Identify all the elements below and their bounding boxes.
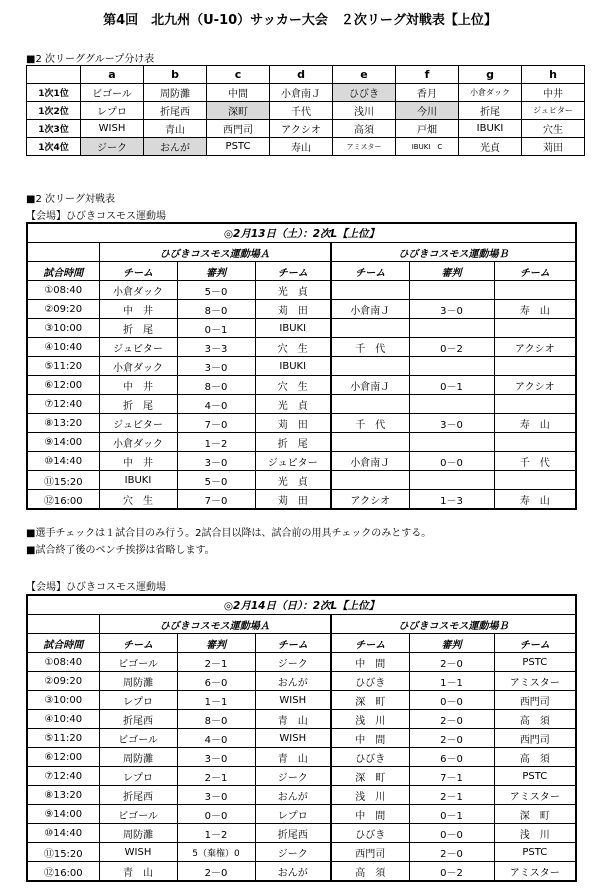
team-b2: 千 代 — [494, 452, 576, 471]
group-row — [27, 120, 585, 138]
field-b-header: ひびきコスモス運動場Ｂ — [331, 615, 576, 634]
group-cell: IBUKI — [459, 120, 522, 138]
group-header-cell: d — [270, 66, 333, 84]
result-b: 1－3 — [409, 490, 494, 510]
group-rank-label: 1次1位 — [27, 84, 81, 102]
team-b1 — [331, 319, 409, 338]
result-a: 6－0 — [177, 672, 255, 691]
result-a: 5－0 — [177, 471, 255, 490]
column-header-row — [27, 634, 576, 653]
team-b2 — [494, 433, 576, 452]
match-row — [27, 805, 576, 824]
team-b2: PSTC — [494, 653, 576, 672]
result-a: 3－0 — [177, 452, 255, 471]
result-a: 2－1 — [177, 767, 255, 786]
group-cell: 周防灘 — [144, 84, 207, 102]
team-b1: 小倉南Ｊ — [331, 300, 409, 319]
team-b1: 浅 川 — [331, 710, 409, 729]
team-b1: 千 代 — [331, 338, 409, 357]
match-row — [27, 452, 576, 471]
group-cell: 千代 — [270, 102, 333, 120]
result-b: 2－0 — [409, 653, 494, 672]
group-header-cell: e — [333, 66, 396, 84]
group-cell: 中井 — [522, 84, 585, 102]
group-cell: 穴生 — [522, 120, 585, 138]
group-cell: 折尾 — [459, 102, 522, 120]
match-row — [27, 300, 576, 319]
match-row — [27, 672, 576, 691]
team-b1: アクシオ — [331, 490, 409, 510]
team-b2 — [494, 471, 576, 490]
result-a: 8－0 — [177, 710, 255, 729]
match-row — [27, 824, 576, 843]
group-cell: PSTC — [207, 138, 270, 156]
result-b: 0－2 — [409, 862, 494, 882]
team-a1: レプロ — [99, 691, 177, 710]
match-time: ⑫16:00 — [27, 490, 99, 510]
team-a1: 小倉ダック — [99, 357, 177, 376]
team-a2: 青 山 — [255, 748, 331, 767]
group-cell: WISH — [81, 120, 144, 138]
team-a2: ジーク — [255, 767, 331, 786]
result-a: 4－0 — [177, 729, 255, 748]
group-cell: ビゴール — [81, 84, 144, 102]
empty-cell — [27, 615, 99, 634]
team-b2: 西門司 — [494, 691, 576, 710]
result-b: 2－0 — [409, 843, 494, 862]
match-time: ④10:40 — [27, 710, 99, 729]
team-a1: 周防灘 — [99, 824, 177, 843]
result-a: 5－0 — [177, 281, 255, 300]
team-a1: ビゴール — [99, 653, 177, 672]
result-a: 3－0 — [177, 786, 255, 805]
match-time: ⑨14:00 — [27, 805, 99, 824]
team-a2: WISH — [255, 691, 331, 710]
team-b2: 高 須 — [494, 748, 576, 767]
match-row — [27, 281, 576, 300]
result-b: 2－0 — [409, 710, 494, 729]
team-b1: 中 間 — [331, 653, 409, 672]
team-b1 — [331, 471, 409, 490]
group-table — [26, 65, 585, 156]
team-b2 — [494, 357, 576, 376]
team-b1: 高 須 — [331, 862, 409, 882]
team-a2: 苅 田 — [255, 490, 331, 510]
group-cell: IBUKI C — [396, 138, 459, 156]
result-b: 2－0 — [409, 729, 494, 748]
team-a1: ジュピター — [99, 338, 177, 357]
result-a: 5（棄権）0 — [177, 843, 255, 862]
team-a1: 小倉ダック — [99, 281, 177, 300]
team-a1: ビゴール — [99, 729, 177, 748]
team-a1: 折 尾 — [99, 319, 177, 338]
group-cell: 小倉南Ｊ — [270, 84, 333, 102]
referee-header: 審判 — [409, 262, 494, 281]
group-cell: 小倉ダック — [459, 84, 522, 102]
team-header: チーム — [331, 634, 409, 653]
time-header: 試合時間 — [27, 634, 99, 653]
schedule-title-row — [27, 595, 576, 615]
referee-header: 審判 — [177, 634, 255, 653]
team-b2 — [494, 395, 576, 414]
time-header: 試合時間 — [27, 262, 99, 281]
group-header-cell: g — [459, 66, 522, 84]
page-title: 第4回 北九州（U-10）サッカー大会 ２次リーグ対戦表【上位】 — [103, 13, 497, 28]
result-b: 0－1 — [409, 376, 494, 395]
group-row — [27, 102, 585, 120]
group-cell: 今川 — [396, 102, 459, 120]
result-b — [409, 281, 494, 300]
field-b-header: ひびきコスモス運動場Ｂ — [331, 243, 576, 262]
result-a: 0－1 — [177, 319, 255, 338]
team-a2: 光 貞 — [255, 281, 331, 300]
team-a2: おんが — [255, 786, 331, 805]
result-a: 3－0 — [177, 748, 255, 767]
team-header: チーム — [255, 634, 331, 653]
match-time: ⑥12:00 — [27, 748, 99, 767]
team-a2: 光 貞 — [255, 395, 331, 414]
result-b — [409, 471, 494, 490]
group-header-cell: a — [81, 66, 144, 84]
match-row — [27, 710, 576, 729]
venue-label-day1: 【会場】ひびきコスモス運動場 — [26, 211, 166, 222]
result-a: 3－3 — [177, 338, 255, 357]
note-1: ■選手チェックは１試合目のみ行う。2試合目以降は、試合前の用具チェックのみとする。 — [26, 528, 432, 539]
result-b: 6－0 — [409, 748, 494, 767]
match-row — [27, 786, 576, 805]
match-time: ⑦12:40 — [27, 767, 99, 786]
result-b — [409, 395, 494, 414]
result-b: 1－1 — [409, 672, 494, 691]
schedule-section-heading: ■2 次リーグ対戦表 — [26, 194, 115, 205]
result-b: 3－0 — [409, 300, 494, 319]
group-header-cell: b — [144, 66, 207, 84]
result-a: 7－0 — [177, 490, 255, 510]
result-a: 7－0 — [177, 414, 255, 433]
team-b2: アミスター — [494, 672, 576, 691]
match-row — [27, 862, 576, 882]
team-b2: 寿 山 — [494, 300, 576, 319]
team-header: チーム — [99, 262, 177, 281]
field-header-row — [27, 615, 576, 634]
team-a1: ジュピター — [99, 414, 177, 433]
group-header-cell — [27, 66, 81, 84]
team-a1: 周防灘 — [99, 672, 177, 691]
field-a-header: ひびきコスモス運動場Ａ — [99, 243, 331, 262]
match-time: ⑦12:40 — [27, 395, 99, 414]
team-header: チーム — [494, 634, 576, 653]
schedule-table-day2 — [26, 594, 577, 882]
team-b1: ひびき — [331, 672, 409, 691]
team-a2: おんが — [255, 862, 331, 882]
group-cell: 青山 — [144, 120, 207, 138]
team-b1: 深 町 — [331, 691, 409, 710]
match-time: ④10:40 — [27, 338, 99, 357]
match-time: ③10:00 — [27, 691, 99, 710]
group-header-cell: c — [207, 66, 270, 84]
match-time: ⑨14:00 — [27, 433, 99, 452]
group-cell: 苅田 — [522, 138, 585, 156]
group-section-heading: ■2 次リーググループ分け表 — [26, 54, 155, 65]
referee-header: 審判 — [409, 634, 494, 653]
result-a: 1－1 — [177, 691, 255, 710]
result-a: 1－2 — [177, 433, 255, 452]
match-time: ①08:40 — [27, 653, 99, 672]
result-a: 2－1 — [177, 653, 255, 672]
result-b: 2－1 — [409, 786, 494, 805]
team-a2: ジーク — [255, 843, 331, 862]
referee-header: 審判 — [177, 262, 255, 281]
team-b2: 浅 川 — [494, 824, 576, 843]
team-a2: 苅 田 — [255, 300, 331, 319]
team-a2: おんが — [255, 672, 331, 691]
team-b1: 深 町 — [331, 767, 409, 786]
team-a1: 中 井 — [99, 300, 177, 319]
match-time: ⑩14:40 — [27, 452, 99, 471]
result-b: 0－0 — [409, 452, 494, 471]
team-a1: 小倉ダック — [99, 433, 177, 452]
team-a2: 光 貞 — [255, 471, 331, 490]
group-cell: 浅川 — [333, 102, 396, 120]
result-b — [409, 433, 494, 452]
team-a1: 中 井 — [99, 376, 177, 395]
team-b2: 西門司 — [494, 729, 576, 748]
group-cell: ジュピター — [522, 102, 585, 120]
team-b1: ひびき — [331, 824, 409, 843]
match-row — [27, 357, 576, 376]
group-cell: 西門司 — [207, 120, 270, 138]
team-b2: 高 須 — [494, 710, 576, 729]
team-b1 — [331, 281, 409, 300]
team-b1: 中 間 — [331, 805, 409, 824]
team-a2: 苅 田 — [255, 414, 331, 433]
group-cell: ひびき — [333, 84, 396, 102]
team-b2 — [494, 319, 576, 338]
team-b1 — [331, 433, 409, 452]
match-row — [27, 471, 576, 490]
group-cell: アクシオ — [270, 120, 333, 138]
team-a2: 折 尾 — [255, 433, 331, 452]
team-a1: 折 尾 — [99, 395, 177, 414]
group-rank-label: 1次2位 — [27, 102, 81, 120]
field-a-header: ひびきコスモス運動場Ａ — [99, 615, 331, 634]
match-time: ⑤11:20 — [27, 357, 99, 376]
result-b: 0－0 — [409, 691, 494, 710]
match-time: ①08:40 — [27, 281, 99, 300]
team-a2: 青 山 — [255, 710, 331, 729]
match-row — [27, 395, 576, 414]
result-b: 3－0 — [409, 414, 494, 433]
group-cell: 折尾西 — [144, 102, 207, 120]
group-cell: 深町 — [207, 102, 270, 120]
team-b1: 小倉南Ｊ — [331, 452, 409, 471]
group-cell: レプロ — [81, 102, 144, 120]
result-a: 2－0 — [177, 862, 255, 882]
team-b2: アミスター — [494, 862, 576, 882]
team-a2: IBUKI — [255, 357, 331, 376]
day2-title: ◎2月14日（日）：2次L【上位】 — [27, 595, 576, 615]
team-b1: 小倉南Ｊ — [331, 376, 409, 395]
result-a: 4－0 — [177, 395, 255, 414]
team-b1: 中 間 — [331, 729, 409, 748]
team-b1 — [331, 357, 409, 376]
team-a1: ビゴール — [99, 805, 177, 824]
venue-label-day2: 【会場】ひびきコスモス運動場 — [26, 582, 166, 593]
field-header-row — [27, 243, 576, 262]
team-b2: 寿 山 — [494, 490, 576, 510]
team-a2: 穴 生 — [255, 376, 331, 395]
group-rank-label: 1次4位 — [27, 138, 81, 156]
match-row — [27, 748, 576, 767]
team-a2: ジュピター — [255, 452, 331, 471]
group-rank-label: 1次3位 — [27, 120, 81, 138]
match-time: ⑤11:20 — [27, 729, 99, 748]
result-a: 8－0 — [177, 376, 255, 395]
group-row — [27, 84, 585, 102]
group-cell: おんが — [144, 138, 207, 156]
team-a2: WISH — [255, 729, 331, 748]
team-b2: アクシオ — [494, 338, 576, 357]
match-time: ⑩14:40 — [27, 824, 99, 843]
group-cell: 香月 — [396, 84, 459, 102]
match-time: ⑥12:00 — [27, 376, 99, 395]
group-header-cell: h — [522, 66, 585, 84]
match-row — [27, 376, 576, 395]
result-a: 8－0 — [177, 300, 255, 319]
team-b2: 深 町 — [494, 805, 576, 824]
team-a1: レプロ — [99, 767, 177, 786]
group-cell: 高須 — [333, 120, 396, 138]
match-time: ⑧13:20 — [27, 786, 99, 805]
result-b: 0－1 — [409, 805, 494, 824]
schedule-title-row — [27, 223, 576, 243]
group-cell: 戸畑 — [396, 120, 459, 138]
team-b2: アクシオ — [494, 376, 576, 395]
schedule-table-day1 — [26, 222, 577, 510]
team-header: チーム — [255, 262, 331, 281]
team-header: チーム — [494, 262, 576, 281]
team-a1: 青 山 — [99, 862, 177, 882]
match-row — [27, 767, 576, 786]
team-a1: 周防灘 — [99, 748, 177, 767]
result-a: 3－0 — [177, 357, 255, 376]
team-a1: 穴 生 — [99, 490, 177, 510]
column-header-row — [27, 262, 576, 281]
group-header-cell: f — [396, 66, 459, 84]
match-row — [27, 319, 576, 338]
team-b2: PSTC — [494, 843, 576, 862]
team-b1: 浅 川 — [331, 786, 409, 805]
match-row — [27, 490, 576, 510]
team-b1: ひびき — [331, 748, 409, 767]
group-cell: 寿山 — [270, 138, 333, 156]
team-b1 — [331, 395, 409, 414]
team-a1: 中 井 — [99, 452, 177, 471]
match-row — [27, 729, 576, 748]
team-b1: 西門司 — [331, 843, 409, 862]
match-row — [27, 414, 576, 433]
match-time: ⑫16:00 — [27, 862, 99, 882]
team-a2: 穴 生 — [255, 338, 331, 357]
day1-title: ◎2月13日（土）：2次L【上位】 — [27, 223, 576, 243]
team-b2: PSTC — [494, 767, 576, 786]
team-a2: IBUKI — [255, 319, 331, 338]
team-a1: IBUKI — [99, 471, 177, 490]
match-time: ②09:20 — [27, 300, 99, 319]
note-2: ■試合終了後のベンチ挨拶は省略します。 — [26, 545, 215, 556]
group-row — [27, 138, 585, 156]
group-table-header — [27, 66, 585, 84]
match-row — [27, 843, 576, 862]
match-time: ②09:20 — [27, 672, 99, 691]
empty-cell — [27, 243, 99, 262]
match-time: ⑪15:20 — [27, 843, 99, 862]
result-a: 0－0 — [177, 805, 255, 824]
group-cell: ジーク — [81, 138, 144, 156]
match-time: ⑪15:20 — [27, 471, 99, 490]
team-a1: 折尾西 — [99, 786, 177, 805]
match-time: ③10:00 — [27, 319, 99, 338]
team-a2: レプロ — [255, 805, 331, 824]
team-header: チーム — [99, 634, 177, 653]
match-row — [27, 433, 576, 452]
team-a1: WISH — [99, 843, 177, 862]
group-cell: アミスター — [333, 138, 396, 156]
result-b: 7－1 — [409, 767, 494, 786]
result-b: 0－2 — [409, 338, 494, 357]
match-row — [27, 338, 576, 357]
team-a2: 折尾西 — [255, 824, 331, 843]
team-a2: ジーク — [255, 653, 331, 672]
team-b2: アミスター — [494, 786, 576, 805]
group-cell: 光貞 — [459, 138, 522, 156]
team-a1: 折尾西 — [99, 710, 177, 729]
match-row — [27, 653, 576, 672]
team-b2 — [494, 281, 576, 300]
team-b2: 寿 山 — [494, 414, 576, 433]
result-b: 0－0 — [409, 824, 494, 843]
match-time: ⑧13:20 — [27, 414, 99, 433]
result-b — [409, 319, 494, 338]
result-a: 1－2 — [177, 824, 255, 843]
team-header: チーム — [331, 262, 409, 281]
team-b1: 千 代 — [331, 414, 409, 433]
group-cell: 中間 — [207, 84, 270, 102]
result-b — [409, 357, 494, 376]
match-row — [27, 691, 576, 710]
